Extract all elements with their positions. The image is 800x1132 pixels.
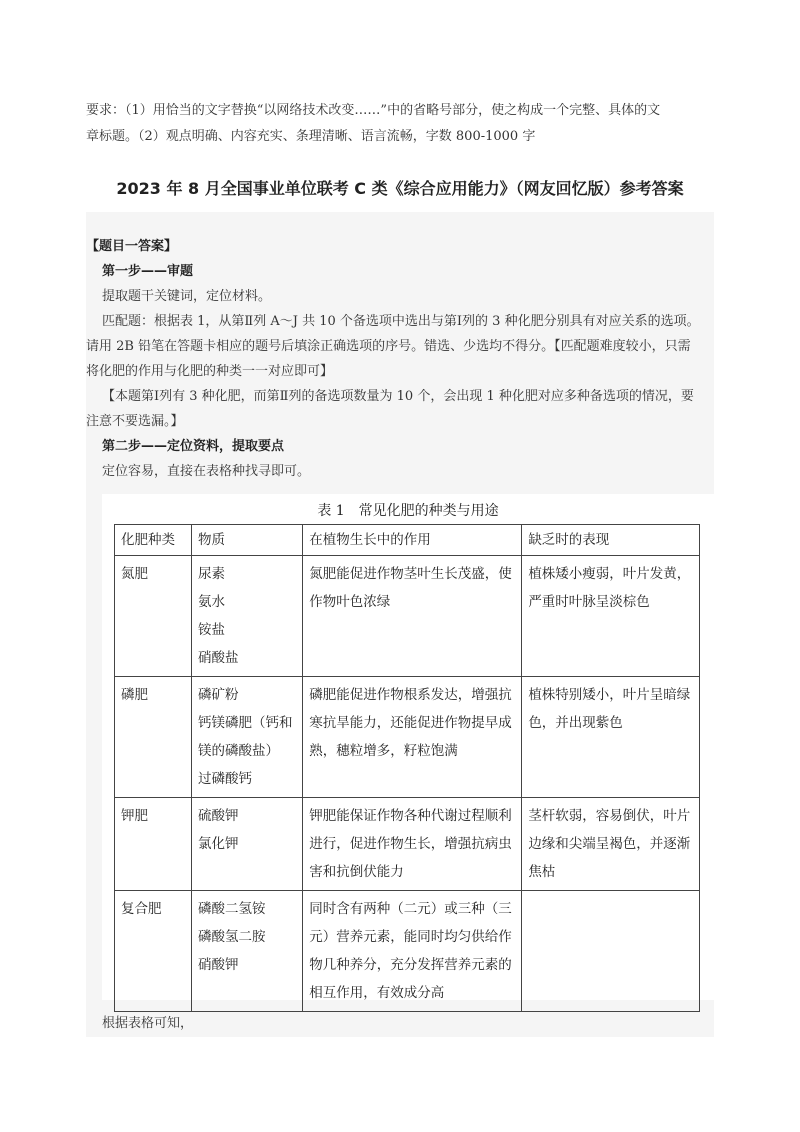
table-row [115,556,700,677]
substance-item: 铵盐 [198,622,226,638]
table-row [115,798,700,891]
fertilizer-table-figure [102,494,714,1000]
document-title: 2023 年 8 月全国事业单位联考 C 类《综合应用能力》（网友回忆版）参考答案 [116,179,684,198]
row-effect: 氮肥能促进作物茎叶生长茂盛，使作物叶色浓绿 [303,556,522,677]
requirements-line-1: 要求：（1）用恰当的文字替换“以网络技术改变……”中的省略号部分，使之构成一个完整、具体的文 [86,103,661,118]
substance-item: 硫酸钾 [198,808,239,824]
matching-question-paragraph: 匹配题：根据表 1，从第Ⅱ列 A～J 共 10 个备选项中选出与第Ⅰ列的 3 种化肥分别具有对应关系的选项。请用 2B 铅笔在答题卡相应的题号后填涂正确选项的序号。错选、少选均不得分。【匹配题难度较小，只需将化肥的作用与化肥的种类一一对应即可】 [86,314,700,379]
row-deficiency: 植株矮小瘦弱，叶片发黄，严重时叶脉呈淡棕色 [522,556,700,677]
answer-section-heading: 【题目一答案】 [86,239,178,254]
header-effect: 在植物生长中的作用 [303,525,522,556]
substance-item: 氨水 [198,594,226,610]
substance-item: 硝酸钾 [198,957,239,973]
requirements-line-2: 章标题。（2）观点明确、内容充实、条理清晰、语言流畅，字数 800-1000 字 [86,129,536,144]
row-deficiency [522,891,700,1012]
row-deficiency: 植株特别矮小，叶片呈暗绿色，并出现紫色 [522,677,700,798]
step2-text: 定位容易，直接在表格种找寻即可。 [102,464,311,479]
header-deficiency: 缺乏时的表现 [522,525,700,556]
row-substances [192,891,303,1012]
row-deficiency: 茎杆软弱，容易倒伏，叶片边缘和尖端呈褐色，并逐渐焦枯 [522,798,700,891]
substance-item: 过磷酸钙 [198,771,253,787]
substance-item: 磷酸二氢铵 [198,901,266,917]
header-substance: 物质 [192,525,303,556]
step2-title: 第二步——定位资料，提取要点 [102,439,285,454]
row-substances [192,556,303,677]
row-type: 氮肥 [115,556,192,677]
row-type: 钾肥 [115,798,192,891]
table-row [115,891,700,1012]
substance-item: 硝酸盐 [198,650,239,666]
note-paragraph: 【本题第Ⅰ列有 3 种化肥，而第Ⅱ列的备选项数量为 10 个，会出现 1 种化肥对应多种备选项的情况，要注意不要选漏。】 [86,389,694,429]
fertilizer-table [114,524,700,1012]
substance-item: 钙镁磷肥（钙和镁的磷酸盐） [198,715,293,759]
header-type: 化肥种类 [115,525,192,556]
substance-item: 磷矿粉 [198,687,239,703]
row-substances [192,798,303,891]
row-effect: 磷肥能促进作物根系发达，增强抗寒抗旱能力，还能促进作物提早成熟，穗粒增多，籽粒饱满 [303,677,522,798]
conclusion-lead-text: 根据表格可知， [102,1016,194,1031]
table-header-row [115,525,700,556]
exam-requirements [86,98,716,150]
row-substances [192,677,303,798]
substance-item: 磷酸氢二胺 [198,929,266,945]
row-type: 磷肥 [115,677,192,798]
step1-title: 第一步——审题 [102,264,194,279]
substance-item: 氯化钾 [198,836,239,852]
step1-text: 提取题干关键词，定位材料。 [102,289,272,304]
row-type: 复合肥 [115,891,192,1012]
row-effect: 钾肥能保证作物各种代谢过程顺利进行，促进作物生长，增强抗病虫害和抗倒伏能力 [303,798,522,891]
substance-item: 尿素 [198,566,226,582]
table-caption: 表 1 常见化肥的种类与用途 [317,503,499,519]
table-row [115,677,700,798]
row-effect: 同时含有两种（二元）或三种（三元）营养元素，能同时均匀供给作物几种养分，充分发挥营养元素的相互作用，有效成分高 [303,891,522,1012]
